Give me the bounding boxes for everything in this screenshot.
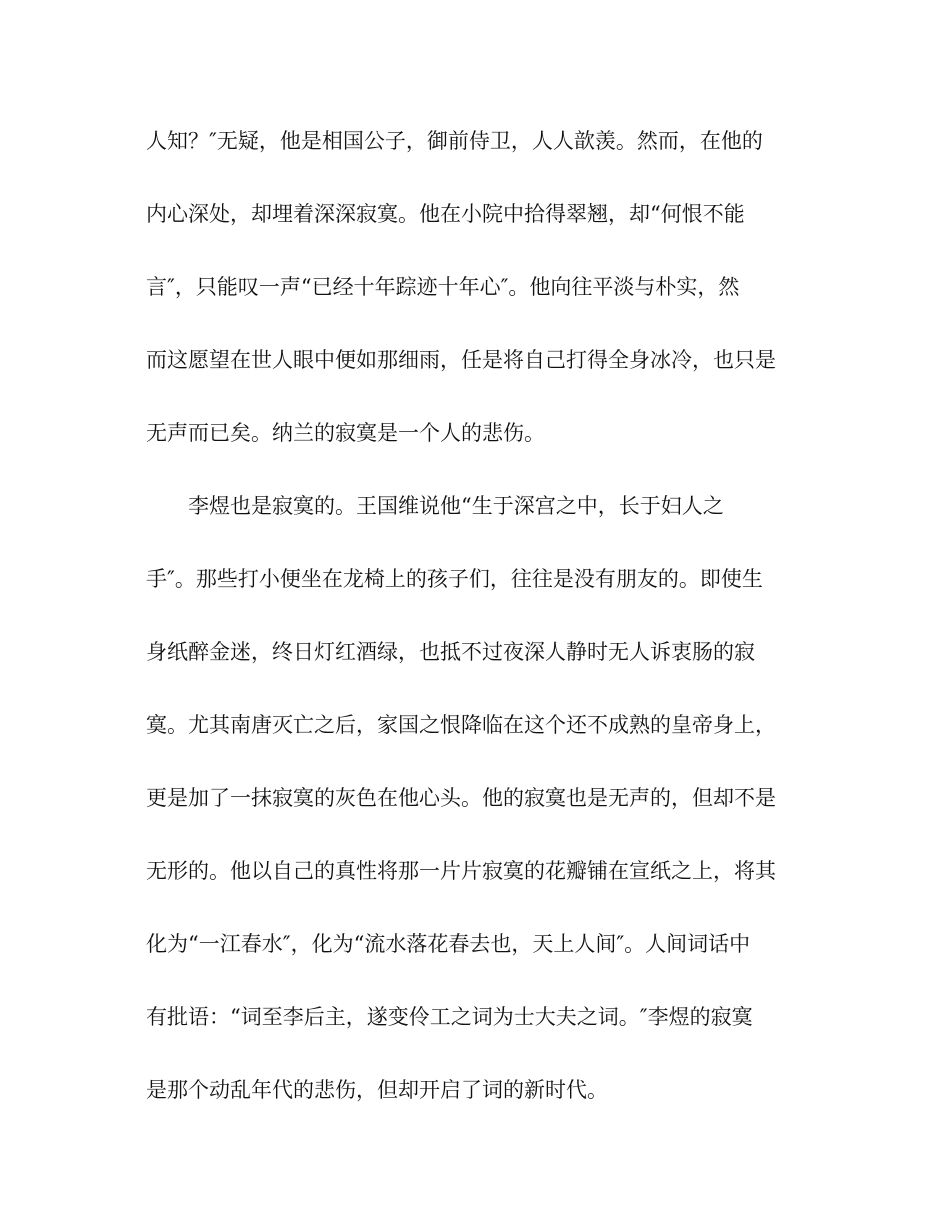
text-line: 人知？″无疑，他是相国公子，御前侍卫，人人歆羡。然而，在他的: [146, 129, 763, 153]
text-line: 是那个动乱年代的悲伤，但却开启了词的新时代。: [146, 1078, 608, 1102]
paragraph-start-line: 李煜也是寂寞的。王国维说他“生于深宫之中，长于妇人之: [146, 494, 724, 518]
text-line: 手″。那些打小便坐在龙椅上的孩子们，往往是没有朋友的。即使生: [146, 567, 763, 591]
text-line: 而这愿望在世人眼中便如那细雨，任是将自己打得全身冰冷，也只是: [146, 348, 776, 372]
text-line: 身纸醉金迷，终日灯红酒绿，也抵不过夜深人静时无人诉衷肠的寂: [146, 640, 755, 664]
text-line: 化为“一江春水″，化为“流水落花春去也，天上人间″。人间词话中: [146, 932, 751, 956]
text-line: 有批语：“词至李后主，遂变伶工之词为士大夫之词。″李煜的寂寞: [146, 1005, 753, 1029]
text-line: 言″，只能叹一声“已经十年踪迹十年心″。他向往平淡与朴实，然: [146, 275, 740, 299]
text-line: 内心深处，却埋着深深寂寞。他在小院中拾得翠翘，却“何恨不能: [146, 202, 745, 226]
text-line: 更是加了一抹寂寞的灰色在他心头。他的寂寞也是无声的，但却不是: [146, 786, 776, 810]
text-line: 无形的。他以自己的真性将那一片片寂寞的花瓣铺在宣纸之上，将其: [146, 859, 776, 883]
text-line: 无声而已矣。纳兰的寂寞是一个人的悲伤。: [146, 421, 545, 445]
text-line: 寞。尤其南唐灭亡之后，家国之恨降临在这个还不成熟的皇帝身上，: [146, 713, 776, 737]
